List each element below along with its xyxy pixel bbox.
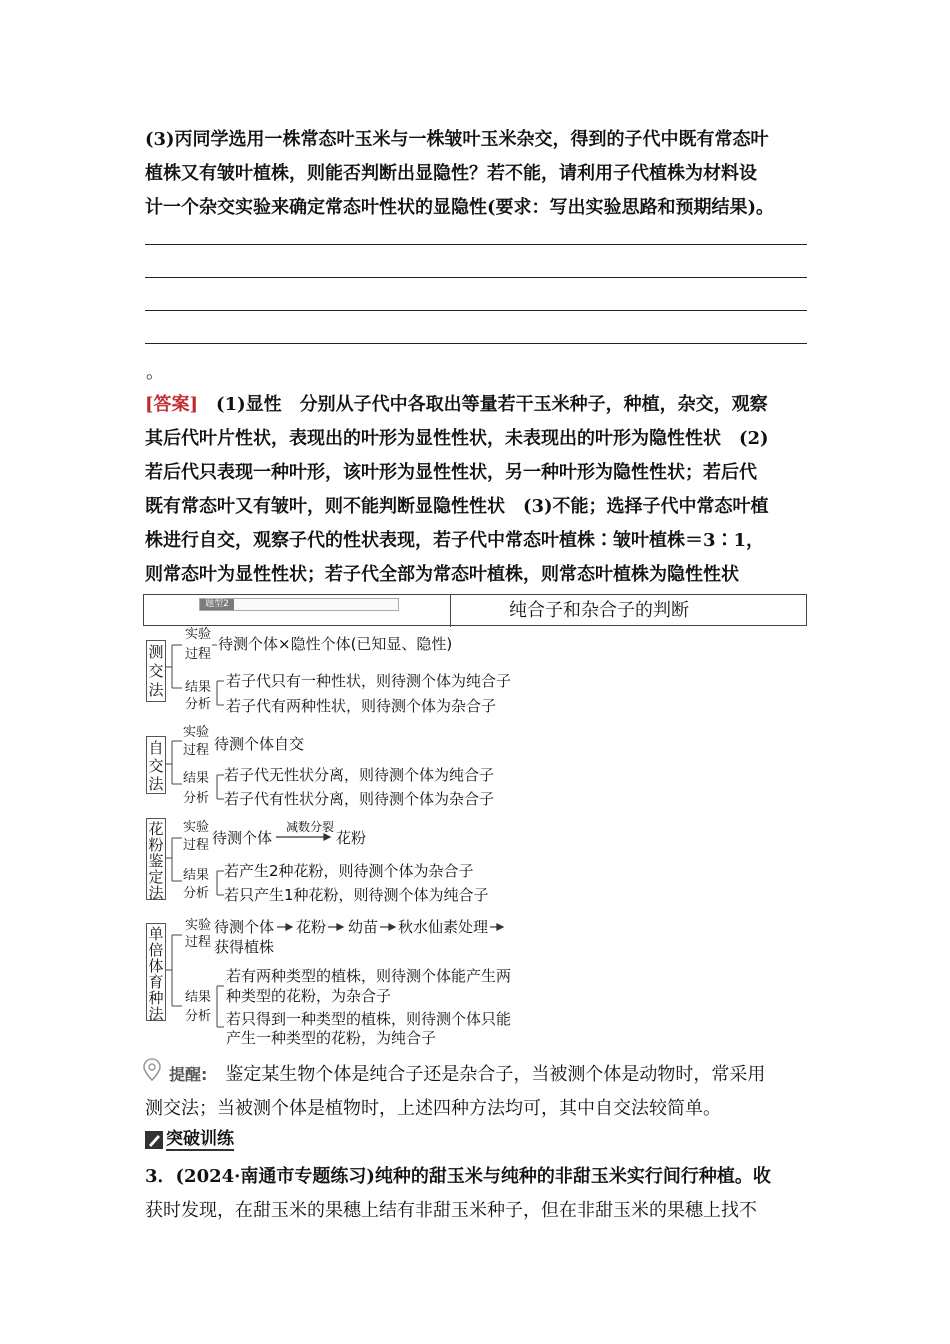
section-header xyxy=(145,1129,234,1151)
blank-period: 。 xyxy=(146,362,164,383)
m4-result-b-line-1: 若只得到一种类型的植株，则待测个体只能 xyxy=(226,1010,512,1028)
m4-res-label-2: 分析 xyxy=(185,1009,212,1024)
m4-step-3: 幼苗 xyxy=(348,918,379,936)
m1-res-label-1: 结果 xyxy=(185,680,212,695)
m1-exp-text: 待测个体×隐性个体(已知显、隐性) xyxy=(218,635,453,653)
m3-exp-arrow-label: 减数分裂 xyxy=(286,820,335,834)
method-self-cross: 自 交 法 xyxy=(146,736,166,794)
m2-result-a: 若子代无性状分离，则待测个体为纯合子 xyxy=(224,766,495,784)
m4-result-b-line-2: 产生一种类型的花粉，为纯合子 xyxy=(226,1029,437,1047)
m3-exp-label-2: 过程 xyxy=(183,838,210,853)
m2-exp-label-1: 实验 xyxy=(183,725,210,740)
m4-step-2: 花粉 xyxy=(296,918,327,936)
tip-block xyxy=(145,1058,807,1126)
m2-exp-label-2: 过程 xyxy=(183,743,210,758)
tip-line-1: 鉴定某生物个体是纯合子还是杂合子，当被测个体是动物时，常采用 xyxy=(225,1064,766,1085)
m3-exp-from: 待测个体 xyxy=(212,829,273,847)
m4-exp-label-1: 实验 xyxy=(185,918,212,933)
pen-book-icon xyxy=(145,1131,163,1149)
m3-result-a: 若产生2种花粉，则待测个体为杂合子 xyxy=(224,862,474,880)
answer-line-5: 株进行自交，观察子代的性状表现，若子代中常态叶植株∶皱叶植株＝3∶1， xyxy=(145,530,765,551)
m4-step-4: 秋水仙素处理 xyxy=(398,918,489,936)
m1-res-label-2: 分析 xyxy=(185,697,212,712)
method-pollen-identification: 花 粉 鉴 定 法 xyxy=(146,818,166,900)
m4-result-a-line-2: 种类型的花粉，为杂合子 xyxy=(226,987,392,1005)
m2-res-label-2: 分析 xyxy=(183,791,210,806)
answer-line-1: (1)显性 分别从子代中各取出等量若干玉米种子，种植，杂交，观察 xyxy=(216,394,768,415)
question-next-line-2: 获时发现，在甜玉米的果穗上结有非甜玉米种子，但在非甜玉米的果穗上找不 xyxy=(145,1200,757,1221)
m3-res-label-2: 分析 xyxy=(183,886,210,901)
tip-label: 提醒: xyxy=(169,1065,208,1084)
answer-line-6: 则常态叶为显性性状；若子代全部为常态叶植株，则常态叶植株为隐性性状 xyxy=(145,564,739,585)
m3-exp-label-1: 实验 xyxy=(183,820,210,835)
m1-exp-label-2: 过程 xyxy=(185,647,212,662)
m4-res-label-1: 结果 xyxy=(185,990,212,1005)
topic-tab-label: 题型2 xyxy=(200,599,234,610)
method-haploid-breeding: 单 倍 体 育 种 法 xyxy=(146,923,166,1021)
question-3-line-3: 计一个杂交实验来确定常态叶性状的显隐性(要求：写出实验思路和预期结果)。 xyxy=(145,197,775,218)
tip-line-2: 测交法；当被测个体是植物时，上述四种方法均可，其中自交法较简单。 xyxy=(145,1098,721,1119)
m3-exp-to: 花粉 xyxy=(336,829,367,847)
m3-result-b: 若只产生1种花粉，则待测个体为纯合子 xyxy=(224,886,489,904)
answer-line-3: 若后代只表现一种叶形，该叶形为显性性状，另一种叶形为隐性性状；若后代 xyxy=(145,462,757,483)
m4-result-a-line-1: 若有两种类型的植株，则待测个体能产生两 xyxy=(226,967,512,985)
answer-tag: [答案] xyxy=(145,394,199,415)
m4-step-5: 获得植株 xyxy=(214,938,275,956)
method-test-cross: 测 交 法 xyxy=(146,640,166,702)
question-3-line-1: (3)丙同学选用一株常态叶玉米与一株皱叶玉米杂交，得到的子代中既有常态叶 xyxy=(145,129,769,150)
section-title: 突破训练 xyxy=(166,1129,234,1149)
m4-exp-label-2: 过程 xyxy=(185,935,212,950)
m3-res-label-1: 结果 xyxy=(183,868,210,883)
arrows xyxy=(276,834,503,930)
m4-step-1: 待测个体 xyxy=(214,918,275,936)
topic-title: 纯合子和杂合子的判断 xyxy=(509,600,689,621)
question-next xyxy=(145,1160,807,1228)
m2-res-label-1: 结果 xyxy=(183,771,210,786)
answer-line-4: 既有常态叶又有皱叶，则不能判断显隐性性状 (3)不能；选择子代中常态叶植 xyxy=(145,496,769,517)
m2-result-b: 若子代有性状分离，则待测个体为杂合子 xyxy=(224,790,495,808)
question-3-line-2: 植株又有皱叶植株，则能否判断出显隐性？若不能，请利用子代植株为材料设 xyxy=(145,163,757,184)
m1-result-a: 若子代只有一种性状，则待测个体为纯合子 xyxy=(226,672,512,690)
m1-result-b: 若子代有两种性状，则待测个体为杂合子 xyxy=(226,697,497,715)
m2-exp-text: 待测个体自交 xyxy=(214,735,305,753)
question-next-line-1: 3．(2024·南通市专题练习)纯种的甜玉米与纯种的非甜玉米实行间行种植。收 xyxy=(145,1166,771,1187)
answer-line-2: 其后代叶片性状，表现出的叶形为显性性状，未表现出的叶形为隐性性状 (2) xyxy=(145,428,769,449)
m1-exp-label-1: 实验 xyxy=(185,627,212,642)
